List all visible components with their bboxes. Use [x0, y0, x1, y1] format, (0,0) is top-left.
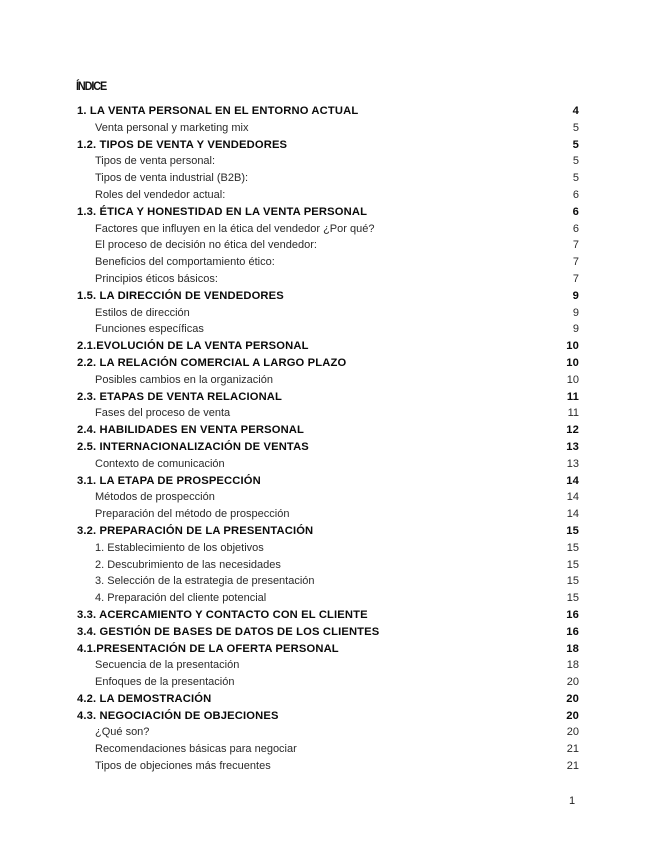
toc-entry-page-number: 11 — [567, 407, 579, 420]
toc-entry-page-number: 13 — [566, 457, 579, 470]
toc-entry-subheading[interactable] — [77, 573, 579, 590]
toc-entry-page-number: 15 — [566, 541, 579, 554]
toc-entry-subheading[interactable] — [77, 741, 579, 758]
toc-entry-label: 4.3. NEGOCIACIÓN DE OBJECIONES — [77, 709, 279, 722]
toc-entry-subheading[interactable] — [77, 489, 579, 506]
toc-entry-page-number: 16 — [566, 608, 579, 621]
toc-entry-label: 1.3. ÉTICA Y HONESTIDAD EN LA VENTA PERSONAL — [77, 205, 368, 218]
toc-entry-heading[interactable] — [77, 288, 579, 305]
toc-entry-subheading[interactable] — [77, 657, 579, 674]
toc-entry-subheading[interactable] — [77, 557, 579, 574]
toc-entry-subheading[interactable] — [77, 758, 579, 775]
toc-entry-label: 4. Preparación del cliente potencial — [95, 592, 267, 605]
toc-entry-subheading[interactable] — [77, 153, 579, 170]
toc-entry-page-number: 20 — [566, 676, 579, 689]
toc-entry-subheading[interactable] — [77, 456, 579, 473]
toc-entry-page-number: 5 — [572, 172, 579, 185]
toc-entry-page-number: 5 — [572, 155, 579, 168]
toc-entry-label: Principios éticos básicos: — [95, 272, 218, 285]
toc-entry-page-number: 6 — [572, 222, 579, 235]
toc-title: ÍNDICE — [76, 79, 107, 93]
toc-entry-subheading[interactable] — [77, 372, 579, 389]
toc-entry-page-number: 16 — [566, 625, 579, 638]
toc-entry-label: Venta personal y marketing mix — [95, 121, 249, 134]
toc-entry-page-number: 10 — [566, 356, 579, 369]
toc-entry-label: 2. Descubrimiento de las necesidades — [95, 558, 281, 571]
footer-page-number: 1 — [569, 795, 576, 807]
toc-entry-label: Secuencia de la presentación — [95, 659, 240, 672]
toc-entry-page-number: 4 — [572, 105, 579, 117]
toc-entry-label: 2.4. HABILIDADES EN VENTA PERSONAL — [77, 424, 305, 437]
toc-entry-label: Enfoques de la presentación — [95, 676, 235, 689]
toc-entry-page-number: 14 — [566, 508, 579, 521]
toc-entry-page-number: 10 — [566, 340, 579, 353]
toc-entry-page-number: 9 — [572, 323, 579, 336]
toc-entry-label: Roles del vendedor actual: — [95, 188, 226, 201]
toc-entry-page-number: 20 — [566, 692, 579, 705]
toc-entry-label: Contexto de comunicación — [95, 457, 225, 470]
toc-entry-label: 3.3. ACERCAMIENTO Y CONTACTO CON EL CLIENTE — [77, 608, 368, 621]
toc-entry-page-number: 6 — [572, 205, 579, 218]
table-of-contents — [77, 103, 579, 775]
toc-entry-page-number: 10 — [566, 373, 579, 386]
toc-entry-label: 1. Establecimiento de los objetivos — [95, 541, 264, 554]
toc-entry-heading[interactable] — [77, 691, 579, 708]
toc-entry-subheading[interactable] — [77, 724, 579, 741]
toc-entry-page-number: 18 — [566, 642, 579, 655]
toc-entry-label: Factores que influyen en la ética del vendedor ¿Por qué? — [95, 222, 375, 235]
toc-entry-label: Funciones específicas — [95, 323, 204, 336]
toc-entry-label: 1.2. TIPOS DE VENTA Y VENDEDORES — [77, 138, 288, 151]
toc-entry-heading[interactable] — [77, 137, 579, 154]
toc-entry-page-number: 13 — [566, 440, 579, 453]
toc-entry-subheading[interactable] — [77, 170, 579, 187]
toc-entry-label: 3. Selección de la estrategia de presentación — [95, 575, 315, 588]
toc-entry-page-number: 18 — [566, 659, 579, 672]
toc-entry-label: 4.1.PRESENTACIÓN DE LA OFERTA PERSONAL — [77, 642, 339, 655]
toc-entry-label: Beneficios del comportamiento ético: — [95, 256, 275, 269]
toc-entry-label: El proceso de decisión no ética del vendedor: — [95, 239, 317, 252]
toc-entry-page-number: 15 — [566, 575, 579, 588]
toc-entry-page-number: 20 — [566, 709, 579, 722]
toc-entry-label: 2.3. ETAPAS DE VENTA RELACIONAL — [77, 390, 283, 403]
toc-entry-subheading[interactable] — [77, 120, 579, 137]
toc-entry-heading[interactable] — [77, 389, 579, 406]
toc-entry-page-number: 21 — [566, 760, 579, 773]
toc-entry-page-number: 7 — [572, 256, 579, 269]
toc-entry-heading[interactable] — [77, 439, 579, 456]
toc-entry-subheading[interactable] — [77, 221, 579, 238]
toc-entry-subheading[interactable] — [77, 674, 579, 691]
toc-entry-label: Preparación del método de prospección — [95, 508, 290, 521]
toc-entry-subheading[interactable] — [77, 321, 579, 338]
toc-entry-heading[interactable] — [77, 422, 579, 439]
toc-entry-label: Métodos de prospección — [95, 491, 215, 504]
toc-entry-page-number: 6 — [572, 188, 579, 201]
toc-entry-page-number: 9 — [572, 289, 579, 302]
toc-entry-page-number: 9 — [572, 306, 579, 319]
toc-entry-page-number: 7 — [572, 272, 579, 285]
toc-entry-label: Recomendaciones básicas para negociar — [95, 743, 297, 756]
toc-entry-label: 4.2. LA DEMOSTRACIÓN — [77, 692, 212, 705]
toc-entry-label: 3.4. GESTIÓN DE BASES DE DATOS DE LOS CLIENTES — [77, 625, 380, 638]
toc-entry-label: Tipos de venta personal: — [95, 155, 216, 168]
toc-entry-page-number: 14 — [566, 491, 579, 504]
toc-entry-page-number: 11 — [566, 390, 579, 403]
toc-entry-page-number: 5 — [572, 121, 579, 134]
toc-entry-heading[interactable] — [77, 355, 579, 372]
toc-entry-label: Tipos de venta industrial (B2B): — [95, 172, 249, 185]
toc-entry-page-number: 12 — [566, 424, 579, 437]
toc-entry-label: 2.1.EVOLUCIÓN DE LA VENTA PERSONAL — [77, 340, 309, 353]
toc-entry-label: 2.5. INTERNACIONALIZACIÓN DE VENTAS — [77, 440, 309, 453]
toc-entry-page-number: 15 — [566, 524, 579, 537]
toc-entry-label: 1. LA VENTA PERSONAL EN EL ENTORNO ACTUAL — [77, 105, 359, 117]
toc-entry-page-number: 15 — [566, 592, 579, 605]
toc-entry-subheading[interactable] — [77, 237, 579, 254]
toc-entry-page-number: 7 — [572, 239, 579, 252]
toc-entry-label: Fases del proceso de venta — [95, 407, 231, 420]
toc-entry-heading[interactable] — [77, 607, 579, 624]
toc-entry-label: 1.5. LA DIRECCIÓN DE VENDEDORES — [77, 289, 284, 302]
toc-entry-subheading[interactable] — [77, 254, 579, 271]
toc-entry-label: Estilos de dirección — [95, 306, 190, 319]
toc-entry-subheading[interactable] — [77, 271, 579, 288]
toc-entry-heading[interactable] — [77, 523, 579, 540]
toc-entry-subheading[interactable] — [77, 590, 579, 607]
toc-entry-label: 2.2. LA RELACIÓN COMERCIAL A LARGO PLAZO — [77, 356, 347, 369]
toc-entry-label: ¿Qué son? — [95, 726, 150, 739]
toc-entry-heading[interactable] — [77, 624, 579, 641]
toc-entry-label: Posibles cambios en la organización — [95, 373, 273, 386]
toc-entry-subheading[interactable] — [77, 506, 579, 523]
toc-entry-page-number: 5 — [572, 138, 579, 151]
toc-entry-heading[interactable] — [77, 473, 579, 490]
toc-entry-label: Tipos de objeciones más frecuentes — [95, 760, 271, 773]
toc-entry-subheading[interactable] — [77, 187, 579, 204]
toc-entry-heading[interactable] — [77, 708, 579, 725]
toc-entry-page-number: 14 — [566, 474, 579, 487]
toc-entry-heading[interactable] — [77, 204, 579, 221]
toc-entry-subheading[interactable] — [77, 540, 579, 557]
toc-entry-page-number: 20 — [566, 726, 579, 739]
toc-entry-label: 3.1. LA ETAPA DE PROSPECCIÓN — [77, 474, 261, 487]
toc-entry-subheading[interactable] — [77, 405, 579, 422]
toc-entry-subheading[interactable] — [77, 305, 579, 322]
toc-entry-heading[interactable] — [77, 338, 579, 355]
toc-entry-page-number: 15 — [566, 558, 579, 571]
toc-entry-page-number: 21 — [566, 743, 579, 756]
toc-entry-label: 3.2. PREPARACIÓN DE LA PRESENTACIÓN — [77, 524, 314, 537]
toc-entry-heading[interactable] — [77, 641, 579, 658]
toc-entry-heading[interactable] — [77, 103, 579, 120]
